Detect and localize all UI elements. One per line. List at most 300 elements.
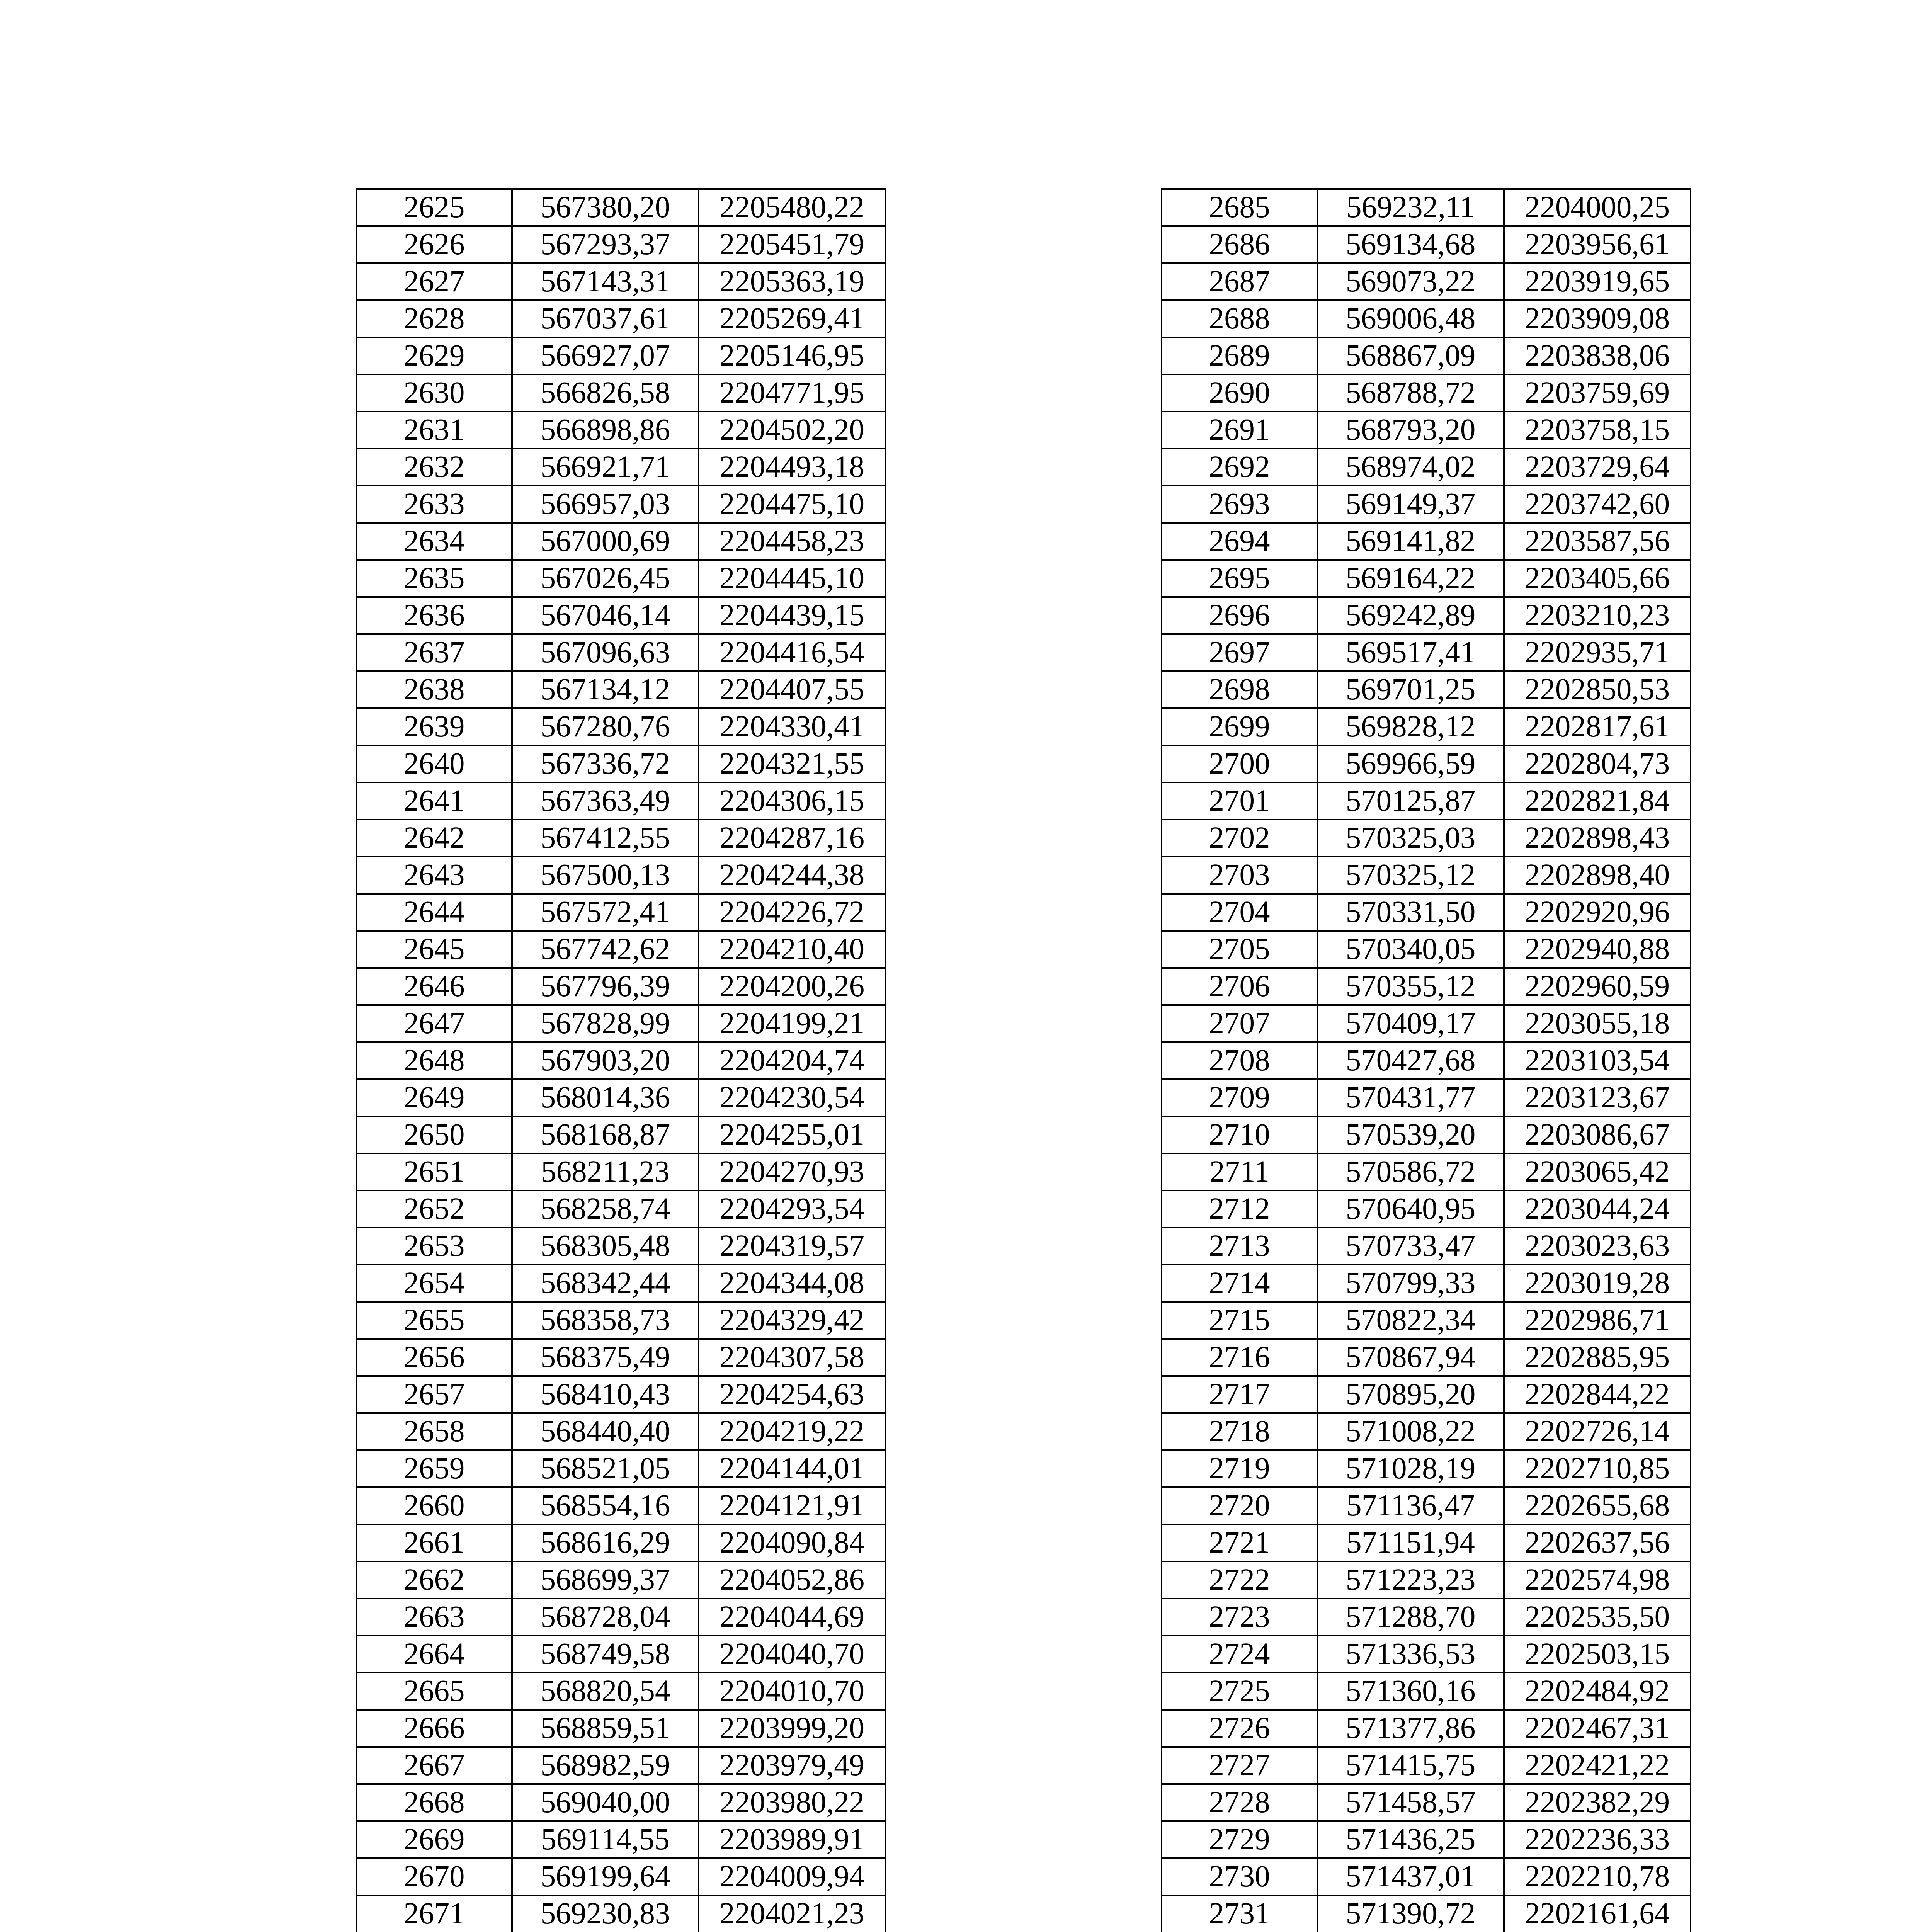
y-coordinate-cell: 2202940,88 [1504,931,1691,968]
table-row [356,782,885,820]
x-coordinate-cell: 568554,16 [512,1487,699,1524]
point-number-cell: 2695 [1162,560,1317,597]
coordinates-table-body [1162,189,1691,1932]
point-number-cell: 2630 [356,374,512,412]
table-row [356,1487,885,1524]
table-row [1162,634,1691,671]
x-coordinate-cell: 571136,47 [1317,1487,1504,1524]
table-row [1162,1710,1691,1747]
table-row [356,857,885,894]
table-row [1162,1561,1691,1599]
point-number-cell: 2657 [356,1376,512,1413]
x-coordinate-cell: 569006,48 [1317,300,1504,337]
point-number-cell: 2698 [1162,671,1317,708]
x-coordinate-cell: 570340,05 [1317,931,1504,968]
point-number-cell: 2702 [1162,820,1317,857]
x-coordinate-cell: 571336,53 [1317,1636,1504,1673]
table-row [1162,1487,1691,1524]
x-coordinate-cell: 567380,20 [512,189,699,226]
y-coordinate-cell: 2204210,40 [699,931,885,968]
table-row [356,1450,885,1487]
x-coordinate-cell: 571028,19 [1317,1450,1504,1487]
point-number-cell: 2654 [356,1265,512,1302]
y-coordinate-cell: 2203980,22 [699,1784,885,1821]
x-coordinate-cell: 570431,77 [1317,1079,1504,1116]
point-number-cell: 2719 [1162,1450,1317,1487]
point-number-cell: 2700 [1162,745,1317,782]
y-coordinate-cell: 2202817,61 [1504,708,1691,745]
point-number-cell: 2723 [1162,1599,1317,1636]
y-coordinate-cell: 2203019,28 [1504,1265,1691,1302]
y-coordinate-cell: 2203103,54 [1504,1042,1691,1079]
point-number-cell: 2651 [356,1153,512,1190]
point-number-cell: 2631 [356,412,512,449]
x-coordinate-cell: 571360,16 [1317,1673,1504,1710]
x-coordinate-cell: 570799,33 [1317,1265,1504,1302]
x-coordinate-cell: 571223,23 [1317,1561,1504,1599]
point-number-cell: 2717 [1162,1376,1317,1413]
point-number-cell: 2634 [356,523,512,560]
table-row [356,1079,885,1116]
y-coordinate-cell: 2203909,08 [1504,300,1691,337]
point-number-cell: 2707 [1162,1005,1317,1042]
x-coordinate-cell: 566826,58 [512,374,699,412]
table-row [356,1636,885,1673]
x-coordinate-cell: 568749,58 [512,1636,699,1673]
point-number-cell: 2721 [1162,1524,1317,1561]
table-row [1162,1413,1691,1450]
y-coordinate-cell: 2204090,84 [699,1524,885,1561]
x-coordinate-cell: 570867,94 [1317,1339,1504,1376]
point-number-cell: 2714 [1162,1265,1317,1302]
x-coordinate-cell: 568793,20 [1317,412,1504,449]
point-number-cell: 2724 [1162,1636,1317,1673]
point-number-cell: 2643 [356,857,512,894]
point-number-cell: 2718 [1162,1413,1317,1450]
x-coordinate-cell: 567000,69 [512,523,699,560]
point-number-cell: 2627 [356,263,512,300]
x-coordinate-cell: 570331,50 [1317,894,1504,931]
point-number-cell: 2701 [1162,782,1317,820]
table-row [1162,1524,1691,1561]
x-coordinate-cell: 566927,07 [512,337,699,374]
x-coordinate-cell: 567572,41 [512,894,699,931]
y-coordinate-cell: 2204230,54 [699,1079,885,1116]
x-coordinate-cell: 568699,37 [512,1561,699,1599]
y-coordinate-cell: 2203086,67 [1504,1116,1691,1153]
table-row [356,1673,885,1710]
x-coordinate-cell: 570325,03 [1317,820,1504,857]
y-coordinate-cell: 2204458,23 [699,523,885,560]
table-row [1162,486,1691,523]
point-number-cell: 2639 [356,708,512,745]
table-row [356,1895,885,1932]
table-row [1162,1821,1691,1858]
point-number-cell: 2655 [356,1302,512,1339]
table-row [356,1599,885,1636]
y-coordinate-cell: 2204204,74 [699,1042,885,1079]
x-coordinate-cell: 569517,41 [1317,634,1504,671]
x-coordinate-cell: 567336,72 [512,745,699,782]
x-coordinate-cell: 568375,49 [512,1339,699,1376]
x-coordinate-cell: 571458,57 [1317,1784,1504,1821]
y-coordinate-cell: 2203210,23 [1504,597,1691,634]
x-coordinate-cell: 567037,61 [512,300,699,337]
table-row [356,1413,885,1450]
y-coordinate-cell: 2204144,01 [699,1450,885,1487]
y-coordinate-cell: 2203989,91 [699,1821,885,1858]
x-coordinate-cell: 568014,36 [512,1079,699,1116]
y-coordinate-cell: 2204502,20 [699,412,885,449]
x-coordinate-cell: 567046,14 [512,597,699,634]
point-number-cell: 2709 [1162,1079,1317,1116]
y-coordinate-cell: 2203065,42 [1504,1153,1691,1190]
point-number-cell: 2703 [1162,857,1317,894]
point-number-cell: 2691 [1162,412,1317,449]
x-coordinate-cell: 568358,73 [512,1302,699,1339]
y-coordinate-cell: 2203758,15 [1504,412,1691,449]
y-coordinate-cell: 2204010,70 [699,1673,885,1710]
x-coordinate-cell: 568521,05 [512,1450,699,1487]
table-row [1162,671,1691,708]
point-number-cell: 2725 [1162,1673,1317,1710]
y-coordinate-cell: 2204254,63 [699,1376,885,1413]
table-row [356,1042,885,1079]
table-row [1162,745,1691,782]
coordinates-table-left [356,188,886,1932]
point-number-cell: 2710 [1162,1116,1317,1153]
x-coordinate-cell: 567134,12 [512,671,699,708]
x-coordinate-cell: 569828,12 [1317,708,1504,745]
x-coordinate-cell: 567096,63 [512,634,699,671]
table-row [356,597,885,634]
y-coordinate-cell: 2202885,95 [1504,1339,1691,1376]
point-number-cell: 2685 [1162,189,1317,226]
x-coordinate-cell: 569164,22 [1317,560,1504,597]
point-number-cell: 2726 [1162,1710,1317,1747]
y-coordinate-cell: 2204329,42 [699,1302,885,1339]
x-coordinate-cell: 569966,59 [1317,745,1504,782]
x-coordinate-cell: 567143,31 [512,263,699,300]
y-coordinate-cell: 2202382,29 [1504,1784,1691,1821]
y-coordinate-cell: 2203044,24 [1504,1190,1691,1228]
table-row [1162,1599,1691,1636]
x-coordinate-cell: 567500,13 [512,857,699,894]
x-coordinate-cell: 570427,68 [1317,1042,1504,1079]
x-coordinate-cell: 571377,86 [1317,1710,1504,1747]
point-number-cell: 2686 [1162,226,1317,263]
point-number-cell: 2731 [1162,1895,1317,1932]
table-row [356,894,885,931]
y-coordinate-cell: 2202710,85 [1504,1450,1691,1487]
table-row [1162,523,1691,560]
table-row [1162,708,1691,745]
x-coordinate-cell: 567293,37 [512,226,699,263]
table-row [356,523,885,560]
x-coordinate-cell: 568305,48 [512,1228,699,1265]
point-number-cell: 2722 [1162,1561,1317,1599]
x-coordinate-cell: 567026,45 [512,560,699,597]
table-row [1162,263,1691,300]
y-coordinate-cell: 2204475,10 [699,486,885,523]
table-row [356,1821,885,1858]
table-row [1162,1190,1691,1228]
x-coordinate-cell: 566957,03 [512,486,699,523]
y-coordinate-cell: 2204199,21 [699,1005,885,1042]
x-coordinate-cell: 568211,23 [512,1153,699,1190]
y-coordinate-cell: 2204407,55 [699,671,885,708]
x-coordinate-cell: 568168,87 [512,1116,699,1153]
x-coordinate-cell: 570822,34 [1317,1302,1504,1339]
y-coordinate-cell: 2202898,40 [1504,857,1691,894]
y-coordinate-cell: 2204021,23 [699,1895,885,1932]
point-number-cell: 2662 [356,1561,512,1599]
x-coordinate-cell: 567903,20 [512,1042,699,1079]
point-number-cell: 2705 [1162,931,1317,968]
y-coordinate-cell: 2202210,78 [1504,1858,1691,1895]
x-coordinate-cell: 568440,40 [512,1413,699,1450]
y-coordinate-cell: 2202574,98 [1504,1561,1691,1599]
x-coordinate-cell: 566898,86 [512,412,699,449]
x-coordinate-cell: 571436,25 [1317,1821,1504,1858]
y-coordinate-cell: 2205451,79 [699,226,885,263]
y-coordinate-cell: 2202161,64 [1504,1895,1691,1932]
y-coordinate-cell: 2202726,14 [1504,1413,1691,1450]
x-coordinate-cell: 567363,49 [512,782,699,820]
x-coordinate-cell: 568258,74 [512,1190,699,1228]
point-number-cell: 2641 [356,782,512,820]
y-coordinate-cell: 2202821,84 [1504,782,1691,820]
x-coordinate-cell: 569199,64 [512,1858,699,1895]
point-number-cell: 2663 [356,1599,512,1636]
x-coordinate-cell: 567742,62 [512,931,699,968]
y-coordinate-cell: 2202535,50 [1504,1599,1691,1636]
point-number-cell: 2636 [356,597,512,634]
y-coordinate-cell: 2202898,43 [1504,820,1691,857]
y-coordinate-cell: 2204771,95 [699,374,885,412]
x-coordinate-cell: 570539,20 [1317,1116,1504,1153]
table-row [356,486,885,523]
x-coordinate-cell: 569073,22 [1317,263,1504,300]
x-coordinate-cell: 568982,59 [512,1747,699,1784]
point-number-cell: 2727 [1162,1747,1317,1784]
y-coordinate-cell: 2204307,58 [699,1339,885,1376]
point-number-cell: 2689 [1162,337,1317,374]
x-coordinate-cell: 570325,12 [1317,857,1504,894]
x-coordinate-cell: 569040,00 [512,1784,699,1821]
y-coordinate-cell: 2203999,20 [699,1710,885,1747]
point-number-cell: 2629 [356,337,512,374]
table-row [356,1153,885,1190]
point-number-cell: 2648 [356,1042,512,1079]
y-coordinate-cell: 2203979,49 [699,1747,885,1784]
table-row [1162,1005,1691,1042]
point-number-cell: 2656 [356,1339,512,1376]
x-coordinate-cell: 568867,09 [1317,337,1504,374]
table-row [356,337,885,374]
y-coordinate-cell: 2204040,70 [699,1636,885,1673]
table-row [1162,931,1691,968]
point-number-cell: 2712 [1162,1190,1317,1228]
x-coordinate-cell: 569134,68 [1317,226,1504,263]
y-coordinate-cell: 2204344,08 [699,1265,885,1302]
table-row [1162,597,1691,634]
y-coordinate-cell: 2203405,66 [1504,560,1691,597]
y-coordinate-cell: 2204200,26 [699,968,885,1005]
x-coordinate-cell: 568342,44 [512,1265,699,1302]
point-number-cell: 2666 [356,1710,512,1747]
point-number-cell: 2706 [1162,968,1317,1005]
point-number-cell: 2690 [1162,374,1317,412]
table-row [1162,337,1691,374]
x-coordinate-cell: 571288,70 [1317,1599,1504,1636]
table-row [356,968,885,1005]
x-coordinate-cell: 567412,55 [512,820,699,857]
y-coordinate-cell: 2204270,93 [699,1153,885,1190]
point-number-cell: 2646 [356,968,512,1005]
table-row [356,1524,885,1561]
y-coordinate-cell: 2202850,53 [1504,671,1691,708]
y-coordinate-cell: 2202236,33 [1504,1821,1691,1858]
table-row [1162,1079,1691,1116]
table-row [1162,300,1691,337]
table-row [1162,782,1691,820]
table-row [356,374,885,412]
x-coordinate-cell: 571008,22 [1317,1413,1504,1450]
x-coordinate-cell: 569114,55 [512,1821,699,1858]
y-coordinate-cell: 2205480,22 [699,189,885,226]
point-number-cell: 2628 [356,300,512,337]
x-coordinate-cell: 567796,39 [512,968,699,1005]
y-coordinate-cell: 2203055,18 [1504,1005,1691,1042]
x-coordinate-cell: 568616,29 [512,1524,699,1561]
x-coordinate-cell: 571390,72 [1317,1895,1504,1932]
table-row [1162,449,1691,486]
y-coordinate-cell: 2203587,56 [1504,523,1691,560]
table-row [356,1005,885,1042]
point-number-cell: 2669 [356,1821,512,1858]
y-coordinate-cell: 2204306,15 [699,782,885,820]
x-coordinate-cell: 569701,25 [1317,671,1504,708]
table-row [356,189,885,226]
table-row [1162,1450,1691,1487]
point-number-cell: 2716 [1162,1339,1317,1376]
table-row [356,1302,885,1339]
point-number-cell: 2650 [356,1116,512,1153]
y-coordinate-cell: 2202844,22 [1504,1376,1691,1413]
x-coordinate-cell: 568788,72 [1317,374,1504,412]
y-coordinate-cell: 2202655,68 [1504,1487,1691,1524]
point-number-cell: 2658 [356,1413,512,1450]
table-row [356,745,885,782]
point-number-cell: 2659 [356,1450,512,1487]
point-number-cell: 2696 [1162,597,1317,634]
y-coordinate-cell: 2204439,15 [699,597,885,634]
y-coordinate-cell: 2203759,69 [1504,374,1691,412]
y-coordinate-cell: 2205146,95 [699,337,885,374]
table-row [1162,1636,1691,1673]
table-row [1162,412,1691,449]
x-coordinate-cell: 570895,20 [1317,1376,1504,1413]
y-coordinate-cell: 2202935,71 [1504,634,1691,671]
table-row [1162,1265,1691,1302]
point-number-cell: 2638 [356,671,512,708]
y-coordinate-cell: 2203919,65 [1504,263,1691,300]
y-coordinate-cell: 2202804,73 [1504,745,1691,782]
table-row [356,671,885,708]
point-number-cell: 2644 [356,894,512,931]
y-coordinate-cell: 2203729,64 [1504,449,1691,486]
x-coordinate-cell: 567828,99 [512,1005,699,1042]
table-row [356,1784,885,1821]
y-coordinate-cell: 2204244,38 [699,857,885,894]
y-coordinate-cell: 2203123,67 [1504,1079,1691,1116]
point-number-cell: 2693 [1162,486,1317,523]
point-number-cell: 2632 [356,449,512,486]
table-row [1162,1302,1691,1339]
y-coordinate-cell: 2204219,22 [699,1413,885,1450]
y-coordinate-cell: 2202484,92 [1504,1673,1691,1710]
table-row [356,412,885,449]
y-coordinate-cell: 2204416,54 [699,634,885,671]
point-number-cell: 2704 [1162,894,1317,931]
y-coordinate-cell: 2204044,69 [699,1599,885,1636]
table-row [1162,1376,1691,1413]
y-coordinate-cell: 2202421,22 [1504,1747,1691,1784]
x-coordinate-cell: 568728,04 [512,1599,699,1636]
table-row [356,226,885,263]
point-number-cell: 2699 [1162,708,1317,745]
point-number-cell: 2697 [1162,634,1317,671]
point-number-cell: 2653 [356,1228,512,1265]
point-number-cell: 2660 [356,1487,512,1524]
x-coordinate-cell: 570125,87 [1317,782,1504,820]
y-coordinate-cell: 2203023,63 [1504,1228,1691,1265]
point-number-cell: 2645 [356,931,512,968]
point-number-cell: 2692 [1162,449,1317,486]
x-coordinate-cell: 569230,83 [512,1895,699,1932]
x-coordinate-cell: 569242,89 [1317,597,1504,634]
table-row [1162,1042,1691,1079]
table-row [356,263,885,300]
point-number-cell: 2713 [1162,1228,1317,1265]
y-coordinate-cell: 2205269,41 [699,300,885,337]
x-coordinate-cell: 569141,82 [1317,523,1504,560]
table-row [356,1228,885,1265]
table-row [1162,894,1691,931]
y-coordinate-cell: 2202467,31 [1504,1710,1691,1747]
table-row [1162,1747,1691,1784]
point-number-cell: 2711 [1162,1153,1317,1190]
table-row [1162,374,1691,412]
table-row [1162,1784,1691,1821]
table-row [356,1710,885,1747]
table-row [356,1747,885,1784]
table-row [356,634,885,671]
point-number-cell: 2670 [356,1858,512,1895]
x-coordinate-cell: 570355,12 [1317,968,1504,1005]
point-number-cell: 2640 [356,745,512,782]
y-coordinate-cell: 2204319,57 [699,1228,885,1265]
table-row [1162,857,1691,894]
coordinates-table-body [356,189,885,1932]
x-coordinate-cell: 568974,02 [1317,449,1504,486]
y-coordinate-cell: 2204330,41 [699,708,885,745]
table-row [1162,1895,1691,1932]
y-coordinate-cell: 2202637,56 [1504,1524,1691,1561]
table-row [356,1339,885,1376]
point-number-cell: 2633 [356,486,512,523]
